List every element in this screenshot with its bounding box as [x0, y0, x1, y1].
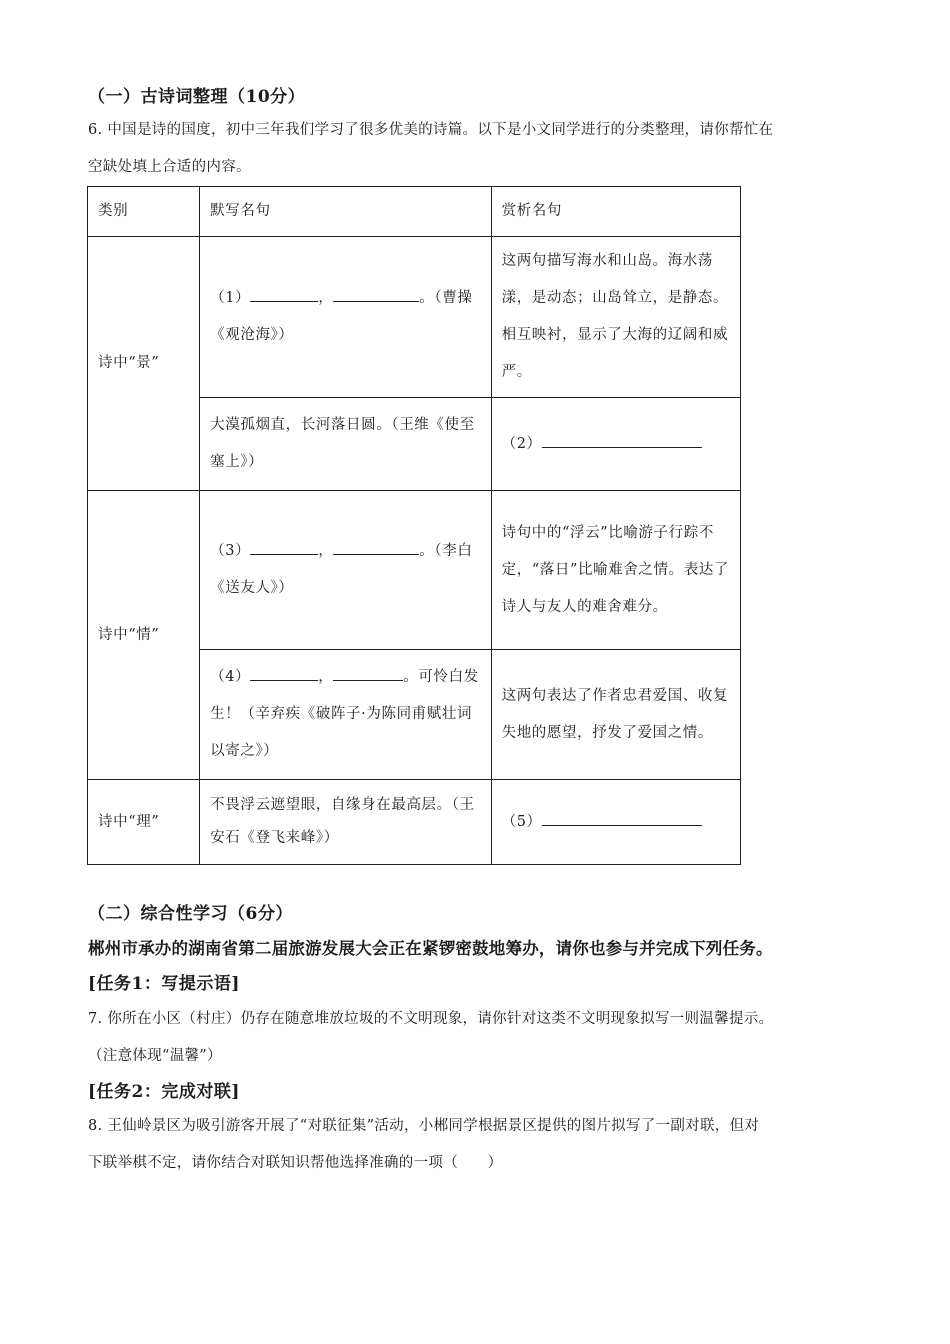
category-qing: 诗中“情” [88, 491, 200, 780]
analysis-cell-2 [491, 398, 740, 491]
poem-source: 。（李白《送友人》） [210, 543, 473, 596]
blank-label-3: （3） [210, 543, 251, 559]
answer-blank-3a[interactable] [250, 540, 318, 555]
question-8-text-line2: 下联举棋不定，请你结合对联知识帮他选择准确的一项（ ） [88, 1155, 503, 1171]
question-7-text-line1: 7. 你所在小区（村庄）仍存在随意堆放垃圾的不文明现象，请你针对这类不文明现象拟写一则温馨提示。 [88, 1011, 774, 1027]
poem-source: 。可怜白发生！（辛弃疾《破阵子·为陈同甫赋壮词以寄之》） [210, 669, 479, 759]
question-8-text-line1: 8. 王仙岭景区为吸引游客开展了“对联征集”活动，小郴同学根据景区提供的图片拟写了一副对联，但对 [88, 1118, 760, 1134]
category-li: 诗中“理” [88, 780, 200, 865]
separator: ， [318, 669, 334, 685]
section1-title: （一）古诗词整理（10分） [88, 87, 306, 107]
task1-heading: [任务1：写提示语] [88, 974, 240, 994]
analysis-cell-5 [491, 780, 740, 865]
separator: ， [318, 290, 334, 306]
analysis-cell-4: 这两句表达了作者忠君爱国、收复失地的愿望，抒发了爱国之情。 [491, 650, 740, 780]
table-row [88, 780, 741, 865]
section2-intro: 郴州市承办的湖南省第二届旅游发展大会正在紧锣密鼓地筹办，请你也参与并完成下列任务。 [88, 939, 773, 958]
question-6-text-line2: 空缺处填上合适的内容。 [88, 159, 251, 175]
question-6-text-line1: 6. 中国是诗的国度，初中三年我们学习了很多优美的诗篇。以下是小文同学进行的分类整理，请你帮忙在 [88, 122, 774, 138]
task2-heading: [任务2：完成对联] [88, 1082, 240, 1102]
blank-label-5: （5） [501, 813, 542, 830]
analysis-cell-3: 诗句中的“浮云”比喻游子行踪不定，“落日”比喻难舍之情。表达了诗人与友人的难舍难分。 [491, 491, 740, 650]
answer-blank-4b[interactable] [333, 666, 403, 681]
analysis-cell-1: 这两句描写海水和山岛。海水荡漾，是动态；山岛耸立，是静态。相互映衬，显示了大海的辽阔和威严。 [491, 237, 740, 398]
answer-blank-4a[interactable] [250, 666, 318, 681]
section2-title: （二）综合性学习（6分） [88, 904, 293, 924]
answer-blank-1b[interactable] [333, 287, 419, 302]
header-analysis: 赏析名句 [491, 187, 740, 237]
answer-blank-3b[interactable] [333, 540, 419, 555]
header-dictation: 默写名句 [200, 187, 491, 237]
answer-blank-2[interactable] [542, 433, 702, 448]
table-row [88, 237, 741, 398]
poem-source: 。（曹操《观沧海》） [210, 290, 473, 343]
question-7-text-line2: （注意体现“温馨”） [88, 1048, 222, 1064]
dictation-cell-3 [200, 491, 491, 650]
poem-classification-table [87, 186, 741, 865]
blank-label-1: （1） [210, 290, 251, 306]
blank-label-2: （2） [501, 435, 542, 452]
dictation-cell-1 [200, 237, 491, 398]
category-jing: 诗中“景” [88, 237, 200, 491]
answer-blank-5[interactable] [542, 811, 702, 826]
answer-blank-1a[interactable] [250, 287, 318, 302]
separator: ， [318, 543, 334, 559]
table-header-row [88, 187, 741, 237]
dictation-cell-2: 大漠孤烟直，长河落日圆。（王维《使至塞上》） [200, 398, 491, 491]
dictation-cell-4 [200, 650, 491, 780]
blank-label-4: （4） [210, 669, 251, 685]
dictation-cell-5: 不畏浮云遮望眼，自缘身在最高层。（王安石《登飞来峰》） [200, 780, 491, 865]
table-row [88, 491, 741, 650]
header-category: 类别 [88, 187, 200, 237]
